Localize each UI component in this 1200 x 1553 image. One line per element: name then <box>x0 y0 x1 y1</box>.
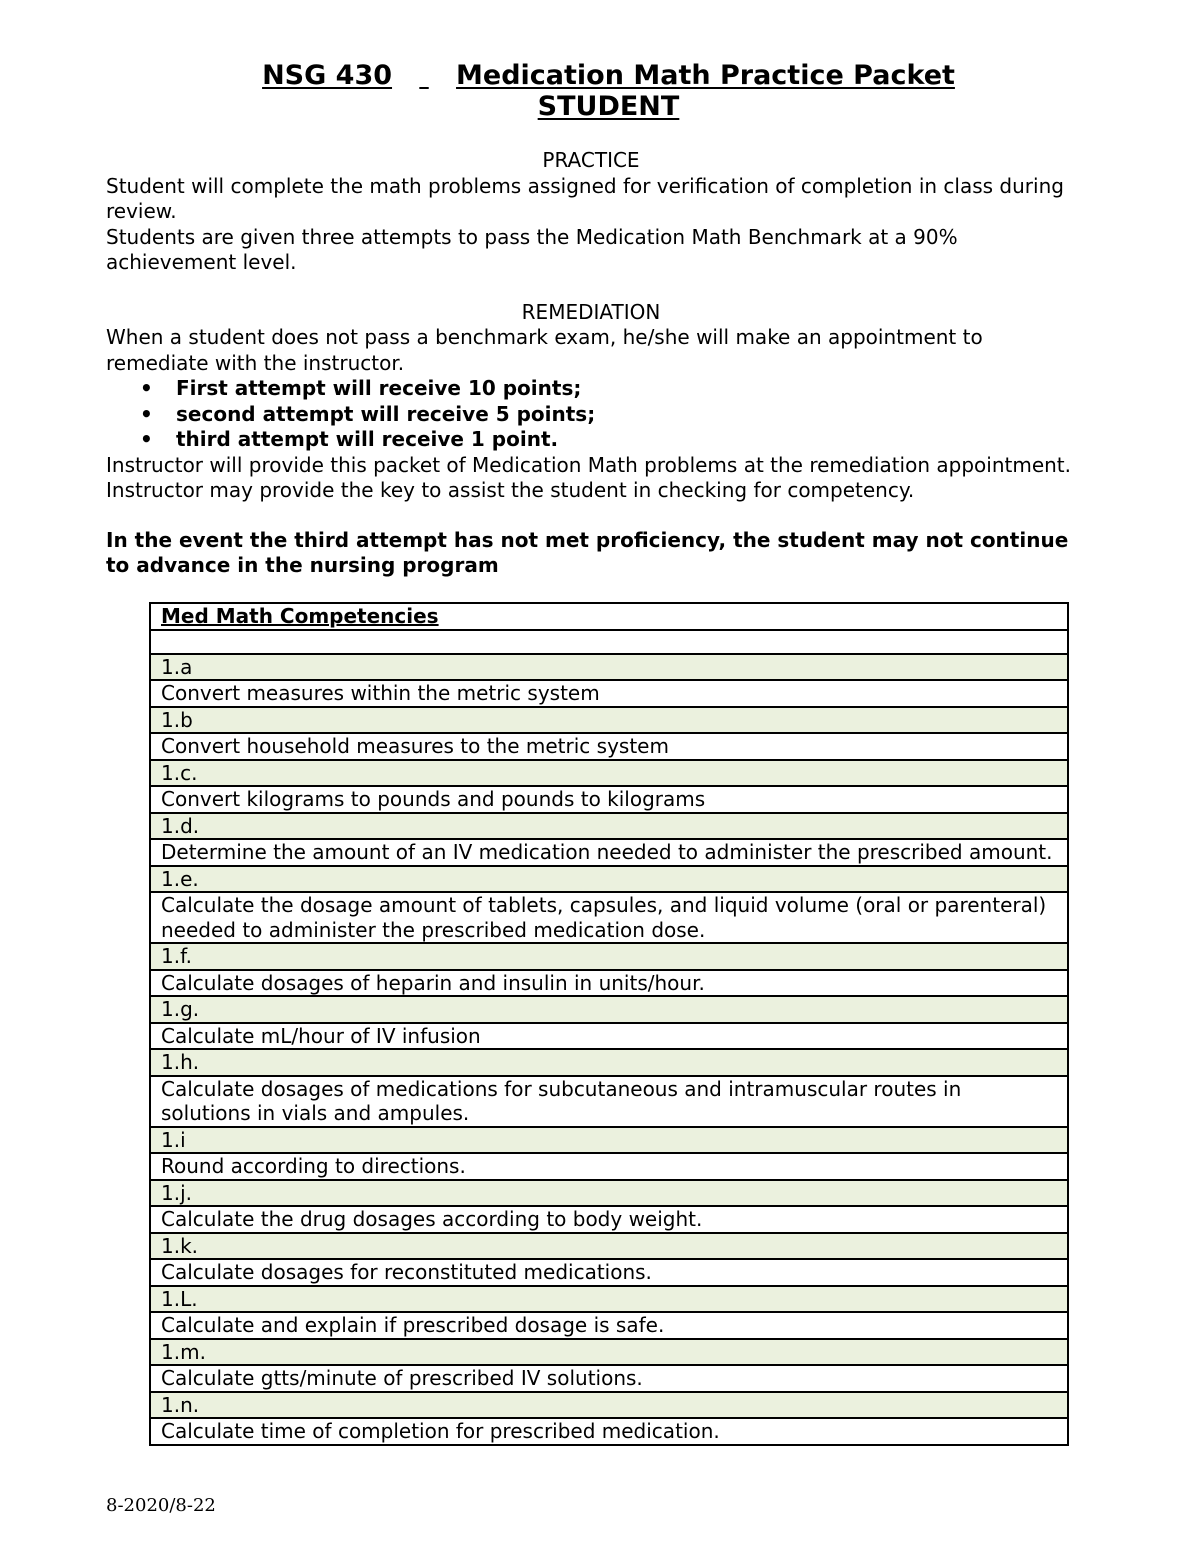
table-row-code <box>150 866 1068 893</box>
competency-code: 1.i <box>150 1127 1068 1154</box>
competency-code: 1.g. <box>150 996 1068 1023</box>
table-row-code <box>150 1286 1068 1313</box>
competency-code: 1.k. <box>150 1233 1068 1260</box>
competency-description: Calculate dosages of medications for subcutaneous and intramuscular routes in solutions in vials and ampules. <box>150 1076 1068 1127</box>
competency-description: Convert kilograms to pounds and pounds to kilograms <box>150 786 1068 813</box>
points-item-third: • third attempt will receive 1 point. <box>140 427 1076 453</box>
table-row-description <box>150 892 1068 943</box>
competency-code: 1.j. <box>150 1180 1068 1207</box>
competencies-table-body <box>150 603 1068 1445</box>
title-block <box>0 60 1200 122</box>
table-row-description <box>150 680 1068 707</box>
table-row-description <box>150 1312 1068 1339</box>
points-item-second: • second attempt will receive 5 points; <box>140 402 1076 428</box>
competency-code: 1.n. <box>150 1392 1068 1419</box>
competency-code: 1.a <box>150 654 1068 681</box>
remediation-paragraph-1: When a student does not pass a benchmark exam, he/she will make an appointment to remediate with the instructor. <box>106 325 983 375</box>
competency-code: 1.L. <box>150 1286 1068 1313</box>
table-row-description <box>150 970 1068 997</box>
competency-code: 1.c. <box>150 760 1068 787</box>
warning-text: In the event the third attempt has not met proficiency, the student may not continue to advance in the nursing program <box>106 527 1069 577</box>
table-empty-cell <box>150 630 1068 654</box>
table-row-code <box>150 654 1068 681</box>
section-spacer <box>106 276 1076 300</box>
remediation-heading: REMEDIATION <box>521 299 661 324</box>
table-row-description <box>150 1418 1068 1445</box>
table-row-description <box>150 1153 1068 1180</box>
competency-description: Calculate mL/hour of IV infusion <box>150 1023 1068 1050</box>
table-row-code <box>150 996 1068 1023</box>
section-spacer <box>106 504 1076 528</box>
competency-code: 1.b <box>150 707 1068 734</box>
page-subtitle: STUDENT <box>537 91 680 122</box>
page-title: Medication Math Practice Packet <box>456 60 955 91</box>
competency-description: Round according to directions. <box>150 1153 1068 1180</box>
table-row-description <box>150 786 1068 813</box>
table-row-code <box>150 1339 1068 1366</box>
points-list <box>106 376 1076 453</box>
table-row-description <box>150 1023 1068 1050</box>
course-code: NSG 430 <box>262 60 393 91</box>
table-row-code <box>150 813 1068 840</box>
table-row-description <box>150 1206 1068 1233</box>
competencies-table <box>149 602 1069 1446</box>
table-header-cell: Med Math Competencies <box>150 603 1068 630</box>
table-row-description <box>150 1076 1068 1127</box>
table-row-code <box>150 1127 1068 1154</box>
body-content <box>106 148 1076 579</box>
competency-code: 1.f. <box>150 943 1068 970</box>
table-row-code <box>150 1392 1068 1419</box>
title-gap <box>392 60 456 91</box>
competency-description: Convert household measures to the metric system <box>150 733 1068 760</box>
competency-description: Calculate gtts/minute of prescribed IV solutions. <box>150 1365 1068 1392</box>
table-row-description <box>150 1365 1068 1392</box>
subtitle-line <box>0 91 1200 122</box>
table-row-code <box>150 1180 1068 1207</box>
table-row-description <box>150 1259 1068 1286</box>
competency-description: Calculate the drug dosages according to body weight. <box>150 1206 1068 1233</box>
table-row-code <box>150 707 1068 734</box>
competency-code: 1.h. <box>150 1049 1068 1076</box>
title-line <box>0 60 1200 91</box>
table-row-description <box>150 733 1068 760</box>
competency-description: Convert measures within the metric system <box>150 680 1068 707</box>
table-row-code <box>150 943 1068 970</box>
table-empty-row <box>150 630 1068 654</box>
competency-code: 1.e. <box>150 866 1068 893</box>
practice-paragraph-2: Students are given three attempts to pass the Medication Math Benchmark at a 90% achievement level. <box>106 224 958 274</box>
practice-paragraph-1: Student will complete the math problems assigned for verification of completion in class during review. <box>106 173 1064 223</box>
table-row-description <box>150 839 1068 866</box>
competency-code: 1.d. <box>150 813 1068 840</box>
competency-description: Calculate dosages for reconstituted medications. <box>150 1259 1068 1286</box>
remediation-paragraph-2: Instructor will provide this packet of Medication Math problems at the remediation appointment. Instructor may provide the key to assist the student in checking for competency. <box>106 452 1071 502</box>
table-row-code <box>150 1049 1068 1076</box>
competency-description: Calculate time of completion for prescribed medication. <box>150 1418 1068 1445</box>
footer-date: 8-2020/8-22 <box>106 1495 216 1516</box>
competency-description: Determine the amount of an IV medication needed to administer the prescribed amount. <box>150 839 1068 866</box>
table-row-code <box>150 760 1068 787</box>
table-row-code <box>150 1233 1068 1260</box>
table-header-row <box>150 603 1068 630</box>
competency-code: 1.m. <box>150 1339 1068 1366</box>
practice-heading: PRACTICE <box>542 148 640 172</box>
points-item-first: • First attempt will receive 10 points; <box>140 376 1076 402</box>
competency-description: Calculate and explain if prescribed dosage is safe. <box>150 1312 1068 1339</box>
competency-description: Calculate dosages of heparin and insulin in units/hour. <box>150 970 1068 997</box>
competency-description: Calculate the dosage amount of tablets, capsules, and liquid volume (oral or parenteral) needed to administer the prescribed medication dose. <box>150 892 1068 943</box>
